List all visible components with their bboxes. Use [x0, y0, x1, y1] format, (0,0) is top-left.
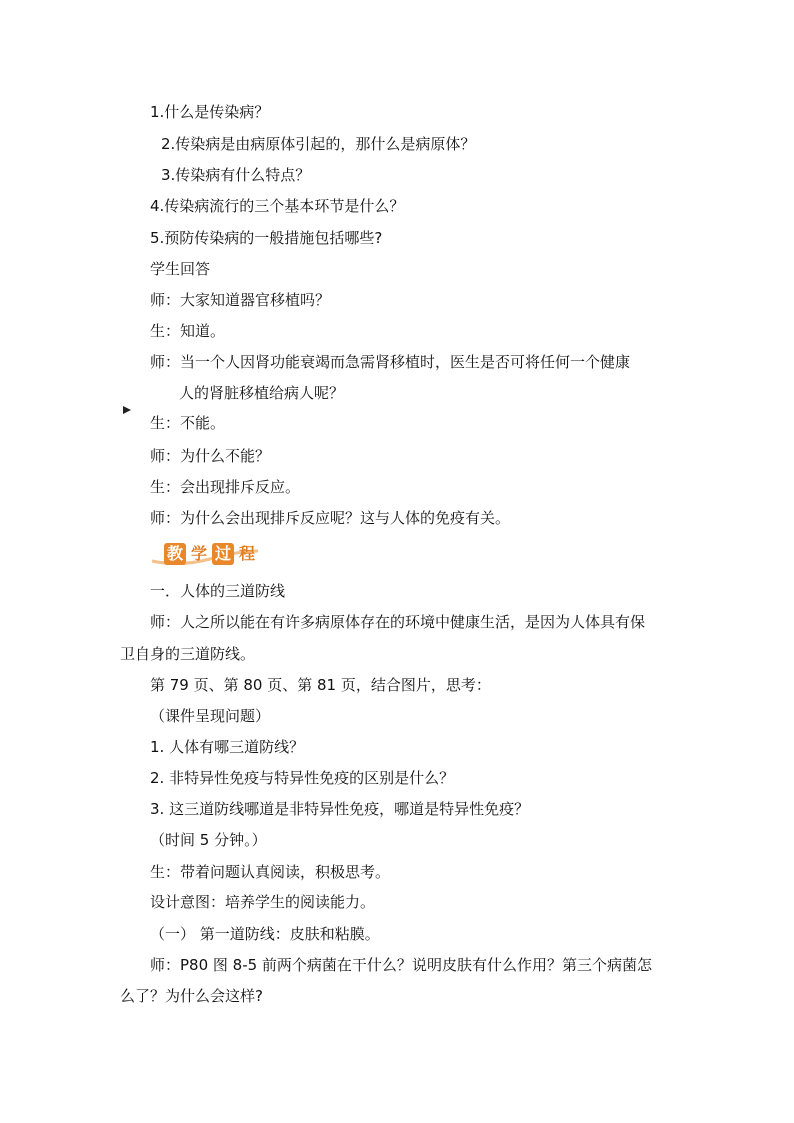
- student-line-1: 生：知道。: [150, 322, 226, 340]
- teacher-line-4: 师：为什么会出现排斥反应呢？这与人体的免疫有关。: [150, 509, 511, 527]
- design-intent: 设计意图：培养学生的阅读能力。: [150, 893, 376, 911]
- paragraph-pages: 第 79 页、第 80 页、第 81 页，结合图片，思考：: [150, 676, 491, 694]
- header-char-2: 学: [190, 544, 207, 563]
- student-line-2: 生：不能。: [150, 414, 226, 432]
- header-char-3: 过: [212, 543, 234, 565]
- teacher-line-2-cont: 人的肾脏移植给病人呢？: [179, 384, 345, 402]
- question-3: 3.传染病有什么特点？: [161, 166, 311, 184]
- header-char-1: 教: [164, 543, 186, 565]
- question-4: 4.传染病流行的三个基本环节是什么？: [150, 197, 405, 215]
- teacher-line-3: 师：为什么不能？: [150, 447, 271, 465]
- student-line-3: 生：会出现排斥反应。: [150, 478, 301, 496]
- teacher-line-2: 师：当一个人因肾功能衰竭而急需肾移植时，医生是否可将任何一个健康: [150, 353, 631, 371]
- question-5: 5.预防传染病的一般措施包括哪些?: [150, 229, 383, 247]
- list-question-3: 3. 这三道防线哪道是非特异性免疫，哪道是特异性免疫？: [150, 800, 530, 818]
- teacher-line-1: 师：大家知道器官移植吗？: [150, 291, 331, 309]
- bullet-arrow-icon: [123, 406, 131, 414]
- student-reading: 生：带着问题认真阅读，积极思考。: [150, 863, 391, 881]
- heading-three-defenses: 一．人体的三道防线: [150, 582, 286, 600]
- section-header-teaching-process: [150, 541, 260, 567]
- time-note: （时间 5 分钟。）: [150, 831, 267, 849]
- subheading-first-defense: （一） 第一道防线：皮肤和粘膜。: [150, 925, 380, 943]
- paragraph-1: 师：人之所以能在有许多病原体存在的环境中健康生活，是因为人体具有保: [150, 613, 646, 631]
- student-answer-label: 学生回答: [150, 260, 211, 278]
- question-1: 1.什么是传染病？: [150, 103, 270, 121]
- paragraph-4: 师：P80 图 8-5 前两个病菌在干什么？说明皮肤有什么作用？第三个病菌怎: [150, 956, 652, 974]
- paragraph-courseware: （课件呈现问题）: [150, 707, 271, 725]
- paragraph-1-cont: 卫自身的三道防线。: [120, 645, 256, 663]
- paragraph-4-cont: 么了？为什么会这样?: [120, 987, 263, 1005]
- list-question-2: 2. 非特异性免疫与特异性免疫的区别是什么？: [150, 769, 455, 787]
- list-question-1: 1. 人体有哪三道防线？: [150, 738, 305, 756]
- header-char-4: 程: [238, 544, 255, 563]
- question-2: 2.传染病是由病原体引起的，那什么是病原体？: [161, 135, 476, 153]
